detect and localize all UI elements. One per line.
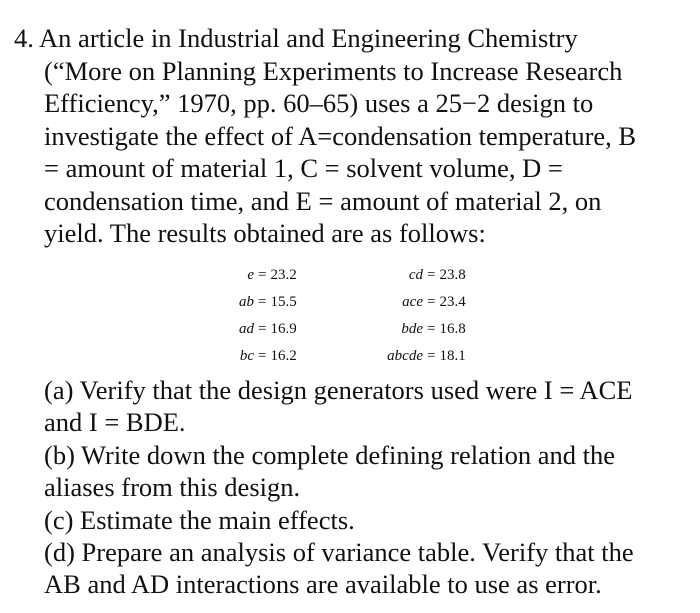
treatment-name: ace (402, 294, 423, 310)
treatment-value: 23.4 (439, 294, 466, 310)
intro-line: yield. The results obtained are as follows: (44, 218, 486, 248)
equals-sign: = (427, 294, 436, 310)
intro-text: An article in Industrial and Engineering Chemistry (39, 23, 578, 53)
intro-line: Efficiency,” 1970, pp. 60–65) uses a 25−2 design to (44, 88, 594, 118)
treatment-name: ad (239, 321, 254, 337)
intro-line (14, 22, 694, 55)
intro-line: (“More on Planning Experiments to Increase Research (44, 55, 623, 86)
problem-statement (14, 22, 694, 250)
intro-line: investigate the effect of A=condensation temperature, B (44, 120, 637, 151)
intro-line: = amount of material 1, C = solvent volume, D = (44, 153, 563, 183)
problem-number: 4. (14, 23, 34, 53)
part-b-line: aliases from this design. (44, 472, 301, 503)
treatment-name: e (247, 267, 254, 283)
result-cell (305, 343, 475, 370)
part-a-line: and I = BDE. (44, 407, 186, 438)
equals-sign: = (258, 321, 267, 337)
treatment-value: 15.5 (270, 294, 297, 310)
equals-sign: = (427, 321, 436, 337)
treatment-name: cd (408, 267, 423, 283)
results-row (200, 316, 500, 343)
intro-line: condensation time, and E = amount of material 2, on (44, 185, 602, 216)
treatment-name: abcde (387, 348, 423, 364)
treatment-name: ab (239, 294, 254, 310)
equals-sign: = (258, 348, 267, 364)
result-cell (305, 316, 475, 343)
question-parts (44, 374, 694, 601)
part-b-line: (b) Write down the complete defining relation and the (44, 439, 615, 470)
equals-sign: = (427, 348, 436, 364)
treatment-name: bde (401, 321, 423, 337)
treatment-name: bc (239, 348, 254, 364)
results-row (200, 289, 500, 316)
result-cell (200, 262, 305, 289)
result-cell (200, 316, 305, 343)
result-cell (305, 289, 475, 316)
part-d-line: (d) Prepare an analysis of variance table. Verify that the (44, 537, 634, 568)
treatment-value: 18.1 (439, 348, 466, 364)
equals-sign: = (427, 267, 436, 283)
part-c-line: (c) Estimate the main effects. (44, 504, 355, 535)
part-d-line: AB and AD interactions are available to use as error. (44, 569, 602, 600)
treatment-value: 23.8 (439, 267, 466, 283)
treatment-value: 16.8 (439, 321, 466, 337)
result-cell (200, 289, 305, 316)
part-a-line: (a) Verify that the design generators used were I = ACE (44, 375, 633, 405)
results-row (200, 262, 500, 289)
equals-sign: = (258, 294, 267, 310)
treatment-value: 16.2 (270, 348, 297, 364)
result-cell (305, 262, 475, 289)
result-cell (200, 343, 305, 370)
treatment-value: 23.2 (270, 267, 297, 283)
results-row (200, 343, 500, 370)
equals-sign: = (258, 267, 267, 283)
results-table (200, 262, 500, 370)
treatment-value: 16.9 (270, 321, 297, 337)
